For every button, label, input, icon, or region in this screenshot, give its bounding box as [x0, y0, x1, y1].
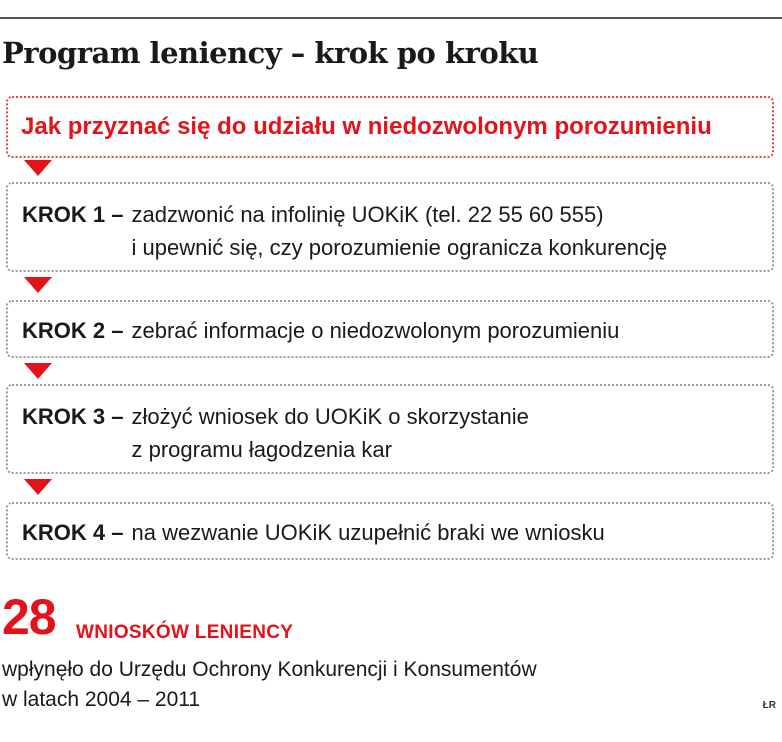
step-label: KROK 3 –: [22, 404, 124, 429]
step-box-2: [6, 300, 774, 358]
step-row: [22, 516, 605, 549]
down-arrow-icon: [24, 479, 52, 495]
step-box-1: [6, 182, 774, 272]
step-label: KROK 2 –: [22, 318, 124, 343]
step-box-4: [6, 502, 774, 560]
header-text: Jak przyznać się do udziału w niedozwolonym porozumieniu: [21, 113, 712, 140]
step-text-line: i upewnić się, czy porozumienie ogranicza konkurencję: [131, 235, 668, 260]
source-credit: ŁR: [762, 700, 776, 711]
step-box-3: [6, 384, 774, 474]
stat-description-line: wpłynęło do Urzędu Ochrony Konkurencji i Konsumentów: [2, 658, 537, 681]
stat-number: 28: [2, 589, 56, 645]
step-text-line: złożyć wniosek do UOKiK o skorzystanie: [131, 404, 529, 429]
step-text: [131, 314, 619, 347]
step-text-line: na wezwanie UOKiK uzupełnić braki we wniosku: [131, 520, 605, 545]
header-box: [6, 96, 774, 158]
step-text: [131, 516, 604, 549]
stat-caption: WNIOSKÓW LENIENCY: [76, 622, 294, 643]
step-row: [22, 400, 529, 466]
down-arrow-icon: [24, 363, 52, 379]
top-rule: [0, 17, 782, 19]
step-text: [131, 198, 667, 264]
step-text-line: zebrać informacje o niedozwolonym porozumieniu: [131, 318, 620, 343]
step-text-line: z programu łagodzenia kar: [131, 437, 392, 462]
step-row: [22, 198, 667, 264]
step-text: [131, 400, 528, 466]
step-row: [22, 314, 619, 347]
step-text-line: zadzwonić na infolinię UOKiK (tel. 22 55 60 555): [131, 202, 604, 227]
infographic-title: Program leniency – krok po kroku: [2, 36, 539, 70]
down-arrow-icon: [24, 160, 52, 176]
stat-description-line: w latach 2004 – 2011: [2, 688, 201, 711]
step-label: KROK 1 –: [22, 202, 124, 227]
stat-description: [2, 655, 537, 715]
down-arrow-icon: [24, 277, 52, 293]
step-label: KROK 4 –: [22, 520, 124, 545]
